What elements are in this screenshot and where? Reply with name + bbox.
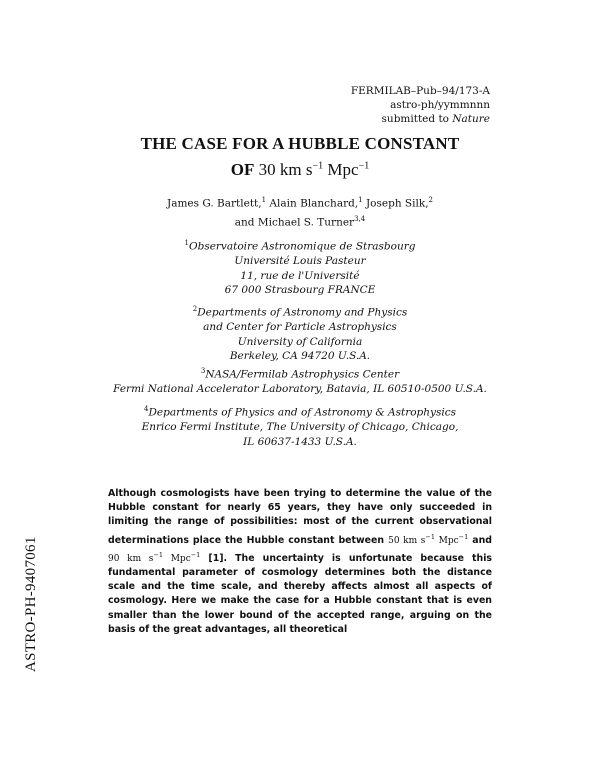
author-line-2: and Michael S. Turner$^{3,4}$ (234, 214, 366, 228)
submission-note: submitted to Nature (381, 113, 490, 125)
abstract-paragraph: Although cosmologists have been trying to determine the value of the Hubble constant for nearly 65 years, they have only succeeded in limiting the range of possibilities: most of the current observational determinations place the Hubble constant between 50 km $s^{-1}$ Mpc$^{-1}$ and 90 km $s^{-1}$ Mpc$^{-1}$ [1]. The uncertainty is unfortunate because this fundamental parameter of cosmology determines both the distance scale and the time scale, and thereby affects almost all aspects of cosmology. Here we make the case for a Hubble constant that is even smaller than the lower bound of the accepted range, arguing on the basis of the great advantages, all theoretical (108, 488, 492, 635)
hubble-upper-value: 90 km $s^{-1}$ Mpc$^{-1}$ (108, 550, 201, 564)
preprint-info (351, 84, 490, 126)
arxiv-id: astro-ph/yymmnnn (390, 99, 490, 111)
paper-title: THE CASE FOR A HUBBLE CONSTANT (140, 134, 460, 153)
affiliation-3: $^3$NASA/Fermilab Astrophysics Center Fermi National Accelerator Laboratory, Batavia, IL 60510-0500 U.S.A. (113, 367, 487, 395)
journal-name: Nature (452, 113, 490, 125)
author-line-1: James G. Bartlett,$^1$ Alain Blanchard,$^1$ Joseph Silk,$^2$ (166, 196, 433, 210)
affiliation-2: $^2$Departments of Astronomy and Physics and Center for Particle Astrophysics University of California Berkeley, CA 94720 U.S.A. (192, 305, 408, 362)
affiliation-4: $^4$Departments of Physics and of Astronomy & Astrophysics Enrico Fermi Institute, The University of Chicago, Chicago, IL 60637-1433 U.S.A. (141, 405, 459, 448)
preprint-number: FERMILAB–Pub–94/173-A (350, 85, 490, 97)
hubble-lower-value: 50 km $s^{-1}$ Mpc$^{-1}$ (388, 532, 469, 546)
affiliation-1: $^1$Observatoire Astronomique de Strasbourg Université Louis Pasteur 11, rue de l'Université 67 000 Strasbourg FRANCE (184, 239, 416, 296)
paper-title-line2: OF 30 km $s^{-1}$ Mpc$^{-1}$ (230, 160, 370, 179)
author-list (0, 193, 600, 230)
arxiv-sidebar-id: ASTRO-PH-9407061 (23, 536, 39, 672)
